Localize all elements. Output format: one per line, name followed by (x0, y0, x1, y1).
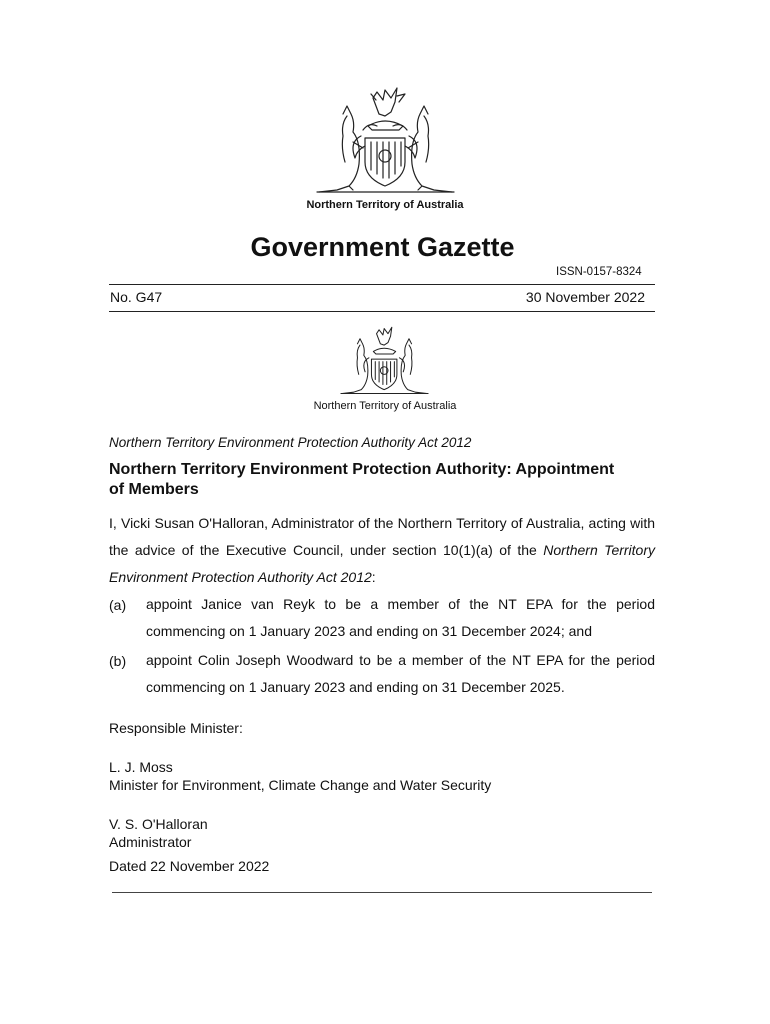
header-rule-top (109, 284, 655, 285)
masthead-caption: Northern Territory of Australia (306, 199, 464, 211)
minister-name: L. J. Moss (109, 759, 173, 775)
act-reference: Northern Territory Environment Protection Authority Act 2012 (109, 435, 472, 450)
gazette-title: Government Gazette (250, 232, 515, 262)
responsible-minister-label: Responsible Minister: (109, 720, 243, 736)
item-a-label: (a) (109, 597, 127, 613)
gazette-number: No. G47 (110, 289, 163, 305)
footer-rule (112, 892, 652, 893)
issn-number: ISSN-0157-8324 (556, 266, 642, 278)
coat-of-arms-icon (337, 326, 432, 396)
item-b-text: appoint Colin Joseph Woodward to be a member of the NT EPA for the period commencing on 1 January 2023 and ending on 31 December 2025. (146, 652, 655, 695)
gazette-date: 30 November 2022 (525, 289, 645, 305)
item-b-label: (b) (109, 653, 127, 669)
intro-colon: : (371, 569, 376, 585)
minister-title: Minister for Environment, Climate Change and Water Security (109, 777, 492, 793)
notice-title: Northern Territory Environment Protection Authority: Appointment of Members (109, 461, 615, 498)
intro-text: I, Vicki Susan O'Halloran, Administrator of the Northern Territory of Australia, acting with the advice of the Executive Council, under section 10(1)(a) of the (109, 515, 655, 558)
notice-emblem-caption: Northern Territory of Australia (313, 400, 457, 412)
administrator-title: Administrator (109, 834, 192, 850)
header-rule-bottom (109, 311, 655, 312)
administrator-name: V. S. O'Halloran (109, 816, 208, 832)
coat-of-arms-icon (313, 86, 458, 196)
intro-act-name: Northern Territory Environment Protection Authority Act 2012 (109, 542, 655, 585)
dated-line: Dated 22 November 2022 (109, 858, 270, 874)
intro-paragraph (109, 510, 655, 591)
item-a-text: appoint Janice van Reyk to be a member of the NT EPA for the period commencing on 1 January 2023 and ending on 31 December 2024; and (146, 596, 655, 639)
